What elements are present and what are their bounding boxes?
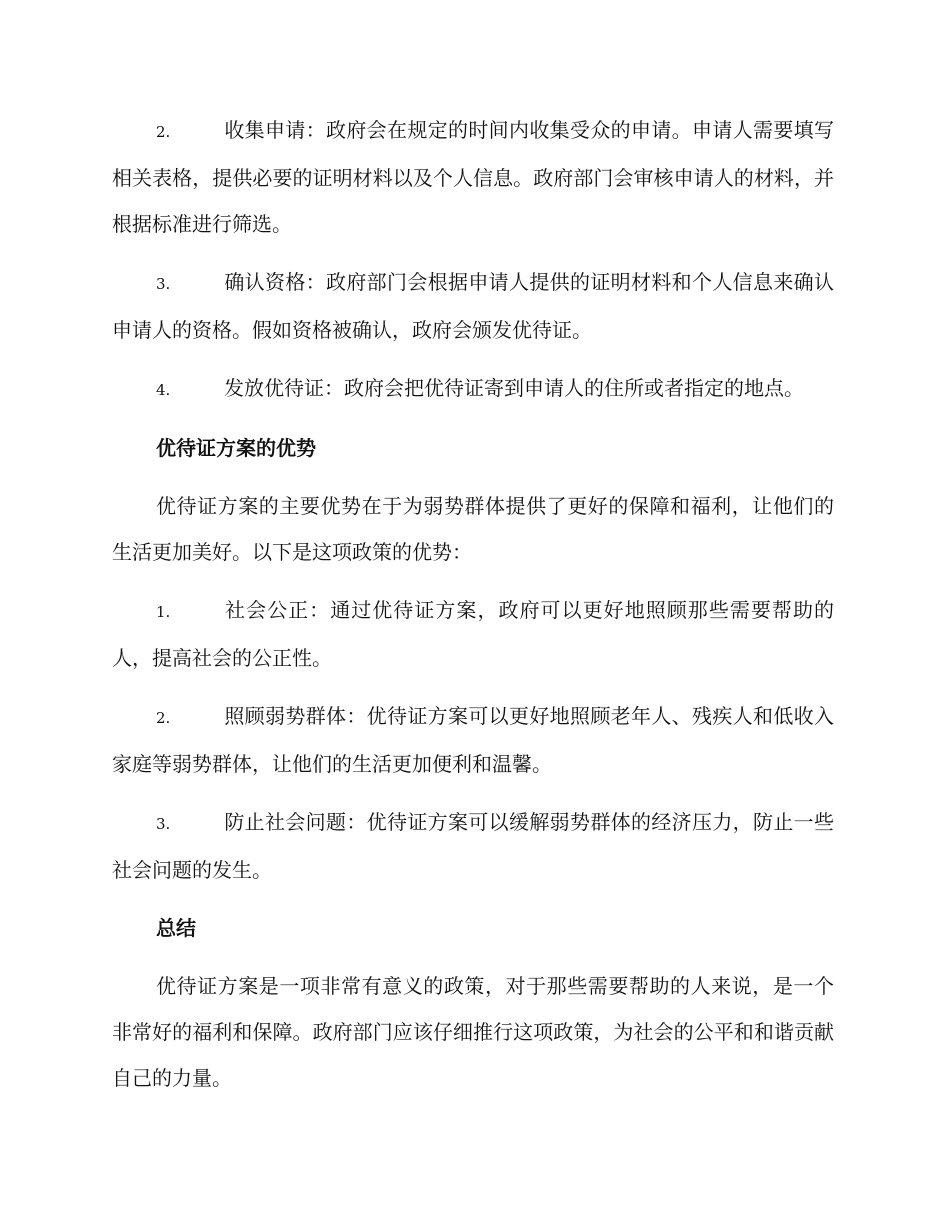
list-item-text: 确认资格：政府部门会根据申请人提供的证明材料和个人信息来确认申请人的资格。假如资格被确认，政府会颁发优待证。	[112, 270, 834, 342]
list-item-text: 防止社会问题：优待证方案可以缓解弱势群体的经济压力，防止一些社会问题的发生。	[112, 810, 834, 882]
list-item-text: 社会公正：通过优待证方案，政府可以更好地照顾那些需要帮助的人，提高社会的公正性。	[112, 598, 834, 670]
advantage-item-3	[112, 799, 834, 893]
list-item-text: 收集申请：政府会在规定的时间内收集受众的申请。申请人需要填写相关表格，提供必要的证明材料以及个人信息。政府部门会审核申请人的材料，并根据标准进行筛选。	[112, 118, 834, 236]
list-number: 3.	[156, 275, 171, 293]
list-number: 3.	[156, 815, 171, 833]
advantages-heading: 优待证方案的优势	[156, 436, 316, 460]
advantages-intro: 优待证方案的主要优势在于为弱势群体提供了更好的保障和福利，让他们的生活更加美好。以下是这项政策的优势：	[112, 494, 834, 564]
process-item-4	[112, 365, 834, 413]
process-item-3	[112, 259, 834, 353]
document-body	[112, 107, 834, 1113]
summary-paragraph: 优待证方案是一项非常有意义的政策，对于那些需要帮助的人来说，是一个非常好的福利和保障。政府部门应该仔细推行这项政策，为社会的公平和和谐贡献自己的力量。	[112, 974, 834, 1090]
advantage-item-2	[112, 693, 834, 787]
list-number: 1.	[156, 603, 171, 621]
list-item-text: 发放优待证：政府会把优待证寄到申请人的住所或者指定的地点。	[224, 376, 804, 400]
list-number: 2.	[156, 709, 171, 727]
summary-heading: 总结	[156, 916, 196, 940]
process-item-2	[112, 107, 834, 247]
list-number: 4.	[156, 381, 171, 399]
advantage-item-1	[112, 587, 834, 681]
list-number: 2.	[156, 123, 171, 141]
list-item-text: 照顾弱势群体：优待证方案可以更好地照顾老年人、残疾人和低收入家庭等弱势群体，让他们的生活更加便利和温馨。	[112, 704, 834, 776]
